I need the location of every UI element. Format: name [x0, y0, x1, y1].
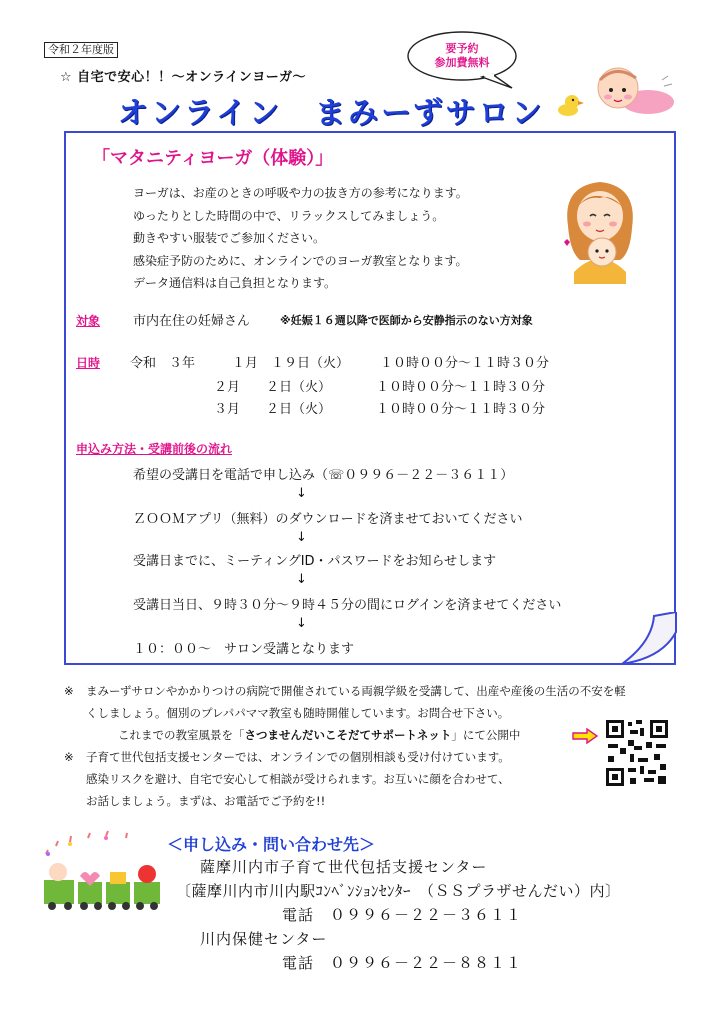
toy-train-icon: [40, 828, 168, 912]
flow-arrow-icon: ↓: [296, 572, 307, 587]
support-net-name: さつませんだいこそだてサポートネット: [244, 728, 452, 742]
intro-line: ゆったりとした時間の中で、リラックスしてみましょう。: [133, 208, 445, 223]
flow-step: 受講日までに、ミーティングID・パスワードをお知らせします: [133, 554, 497, 569]
contact-org-1: 薩摩川内市子育て世代包括支援センター: [200, 858, 488, 876]
note-mark: ※: [64, 684, 74, 698]
schedule-time: １０時００分～１１時３０分: [376, 380, 546, 395]
flow-step: 受講日当日、９時３０分～９時４５分の間にログインを済ませてください: [133, 598, 562, 613]
contact-org-1-phone[interactable]: 電話 ０９９６－２２－３６１１: [282, 906, 523, 924]
note-1-line-3: [118, 726, 520, 744]
intro-text: [133, 182, 468, 295]
target-note: ※妊娠１６週以降で医師から安静指示のない方対象: [280, 314, 533, 327]
flow-arrow-icon: ↓: [296, 616, 307, 631]
flow-arrow-icon: ↓: [296, 486, 307, 501]
contact-heading: ＜申し込み・問い合わせ先＞: [167, 835, 376, 854]
section-title: 「マタニティヨーガ（体験）」: [92, 148, 334, 169]
contact-org-1-location: 〔薩摩川内市川内駅ｺﾝﾍﾞﾝｼｮﾝｾﾝﾀｰ （ＳＳプラザせんだい）内〕: [176, 882, 621, 900]
flow-arrow-icon: ↓: [296, 530, 307, 545]
flow-step: 希望の受講日を電話で申し込み（☏０９９６－２２－３６１１）: [133, 468, 514, 483]
reservation-badge: [404, 28, 520, 90]
badge-line-1: 要予約: [445, 42, 479, 55]
arrow-right-icon: [572, 728, 598, 744]
note-1-line-2: くしましょう。個別のプレパパママ教室も随時開催しています。お問合せ下さい。: [86, 706, 510, 720]
contact-org-2-phone[interactable]: 電話 ０９９６－２２－８８１１: [282, 954, 523, 972]
qr-code-icon[interactable]: [604, 718, 670, 788]
edition-label: 令和２年度版: [44, 42, 118, 58]
schedule-date: １月 １９日（火）: [232, 356, 350, 371]
subtitle: ☆ 自宅で安心！！～オンラインヨーガ～: [60, 70, 307, 85]
contact-org-2: 川内保健センター: [200, 930, 328, 948]
flow-step: １０：００～ サロン受講となります: [133, 642, 355, 657]
note-2-line-3: お話しましょう。まずは、お電話でご予約を!!: [86, 794, 326, 808]
intro-line: ヨーガは、お産のときの呼吸や力の抜き方の参考になります。: [133, 186, 468, 200]
flow-step: ＺＯＯＭアプリ（無料）のダウンロードを済ませておいてください: [133, 512, 523, 527]
target-value: 市内在住の妊婦さん: [133, 314, 251, 329]
mother-baby-icon: [560, 176, 640, 284]
crawling-baby-icon: [556, 60, 678, 122]
intro-line: 動きやすい服装でご参加ください。: [133, 231, 326, 245]
note-1-line-1: まみーずサロンやかかりつけの病院で開催されている両親学級を受講して、出産や産後の生活の不安を軽: [86, 684, 626, 698]
intro-line: データ通信料は自己負担となります。: [133, 276, 337, 290]
target-label: 対象: [76, 314, 101, 328]
badge-line-2: 参加費無料: [434, 56, 490, 69]
schedule-time: １０時００分～１１時３０分: [376, 402, 546, 417]
note-2-line-1: 子育て世代包括支援センターでは、オンラインでの個別相談も受け付けています。: [86, 750, 510, 764]
flow-label: 申込み方法・受講前後の流れ: [76, 442, 233, 456]
note-1-line-3-suffix: 」にて公開中: [451, 728, 521, 742]
schedule-date: ２月 ２日（火）: [214, 380, 332, 395]
schedule-label: 日時: [76, 356, 101, 370]
schedule-date: ３月 ２日（火）: [214, 402, 332, 417]
note-1-line-3-prefix: これまでの教室風景を「: [118, 728, 245, 742]
intro-line: 感染症予防のために、オンラインでのヨーガ教室となります。: [133, 253, 468, 268]
page-title: オンライン まみーずサロン: [118, 96, 545, 131]
page-curl-icon: [622, 612, 678, 668]
schedule-era: 令和 ３年: [130, 356, 196, 371]
note-mark: ※: [64, 750, 74, 764]
note-2-line-2: 感染リスクを避け、自宅で安心して相談が受けられます。お互いに顔を合わせて、: [86, 772, 510, 786]
schedule-time: １０時００分～１１時３０分: [380, 356, 550, 371]
